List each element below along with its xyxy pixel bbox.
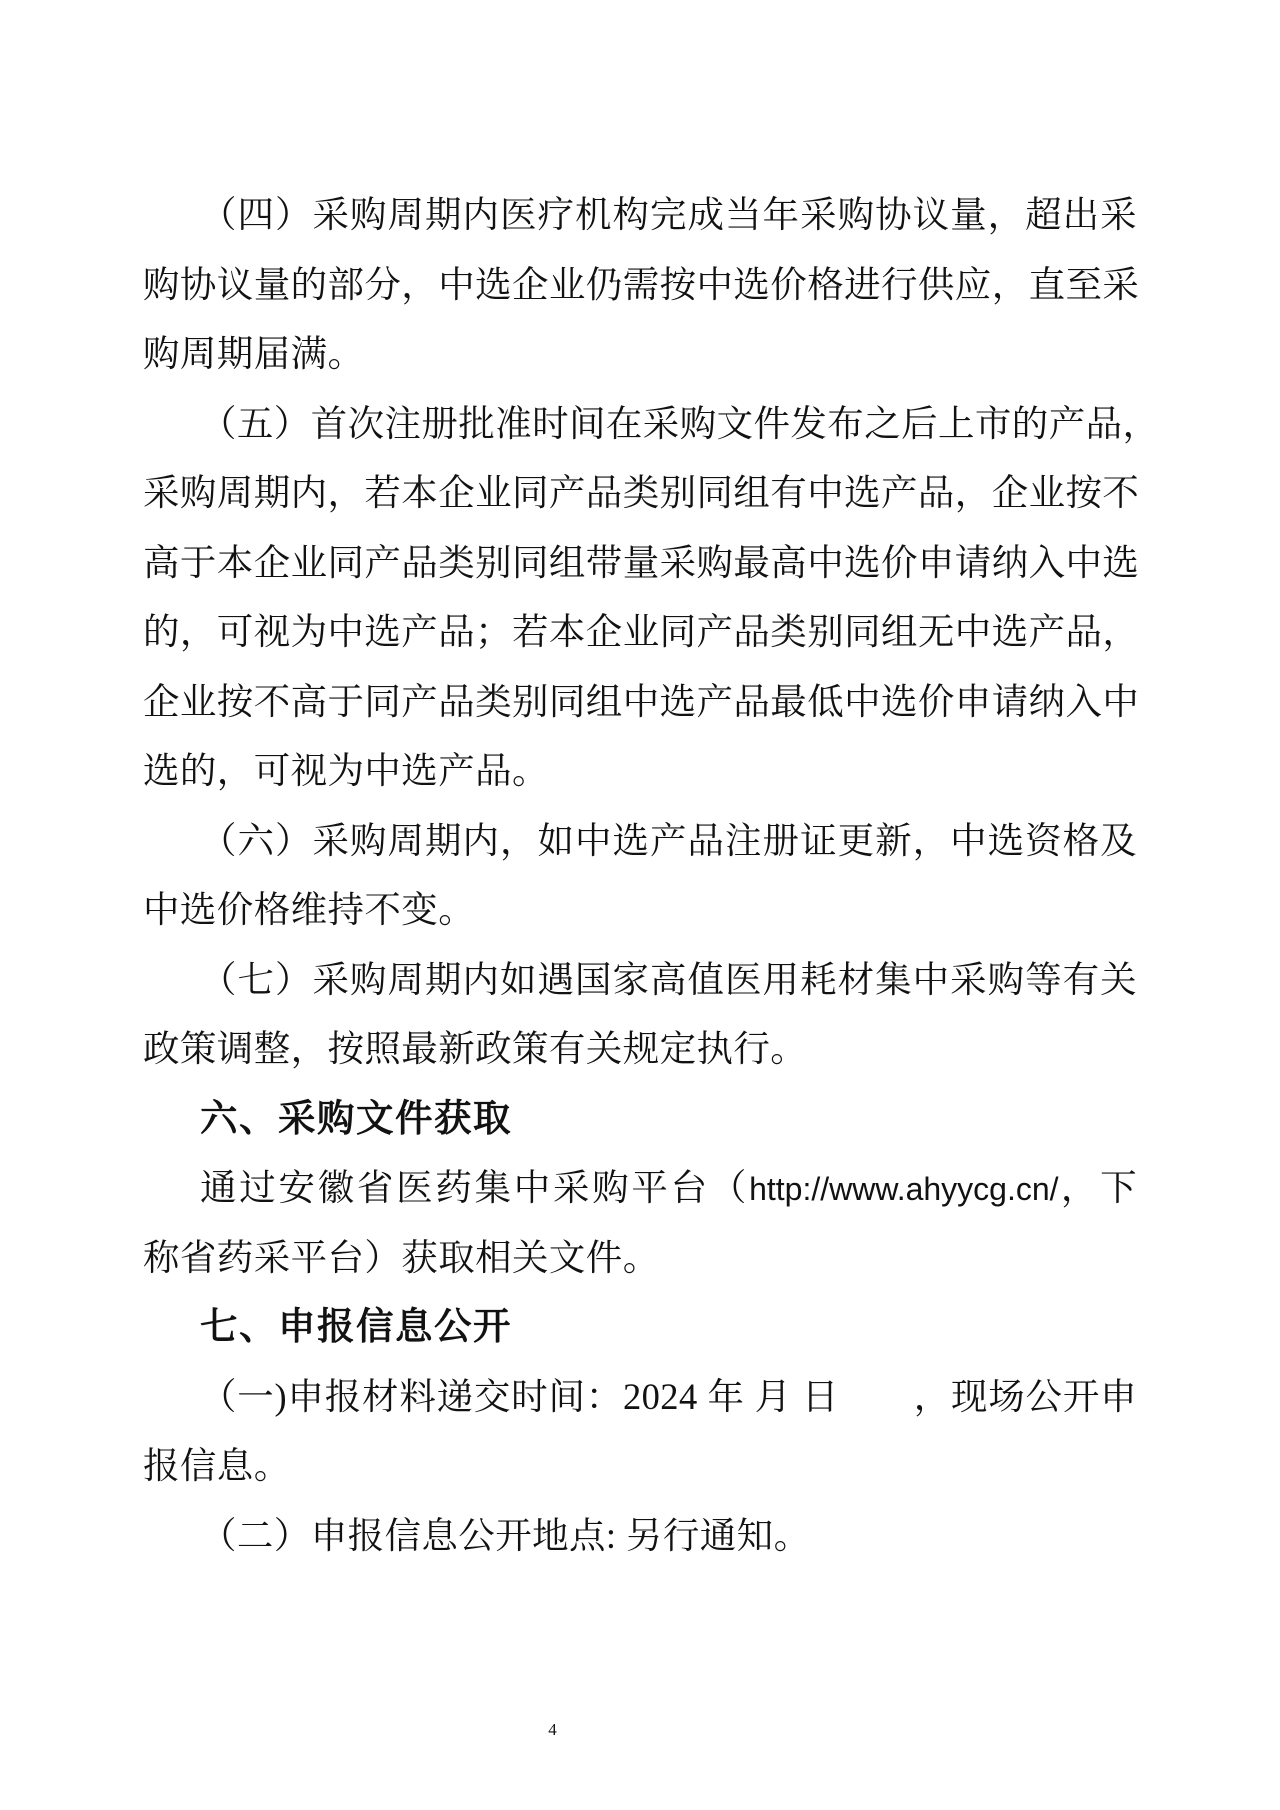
section-heading-7: 七、申报信息公开 [200, 1305, 512, 1347]
doc-line: 选的，可视为中选产品。 [143, 750, 549, 791]
doc-line: 的，可视为中选产品；若本企业同产品类别同组无中选产品， [143, 611, 1140, 652]
platform-url: http://www.ahyycg.cn/ [749, 1171, 1059, 1207]
platform-line-suffix: ，下 [1058, 1167, 1137, 1208]
doc-line: （一)申报材料递交时间：2024 年 月 日 ，现场公开申 [200, 1375, 1137, 1417]
doc-line: 采购周期内，若本企业同产品类别同组有中选产品，企业按不 [143, 472, 1140, 513]
doc-line: （四）采购周期内医疗机构完成当年采购协议量，超出采 [200, 194, 1137, 235]
doc-line: 高于本企业同产品类别同组带量采购最高中选价申请纳入中选 [143, 541, 1140, 583]
doc-line: 中选价格维持不变。 [143, 889, 476, 930]
doc-line: 政策调整，按照最新政策有关规定执行。 [143, 1028, 808, 1069]
doc-line: （六）采购周期内，如中选产品注册证更新，中选资格及 [200, 819, 1137, 861]
doc-line: 购协议量的部分，中选企业仍需按中选价格进行供应，直至采 [143, 263, 1140, 305]
page-number: 4 [548, 1720, 557, 1739]
section-heading-6: 六、采购文件获取 [200, 1096, 512, 1139]
doc-line [143, 1153, 1137, 1223]
doc-line: 企业按不高于同产品类别同组中选产品最低中选价申请纳入中 [143, 680, 1140, 722]
doc-line: （七）采购周期内如遇国家高值医用耗材集中采购等有关 [200, 958, 1137, 1000]
document-body [143, 180, 1160, 1570]
doc-line: （五）首次注册批准时间在采购文件发布之后上市的产品， [200, 402, 1160, 444]
platform-line-prefix: 通过安徽省医药集中采购平台（ [200, 1167, 750, 1208]
doc-line: 购周期届满。 [143, 333, 365, 374]
doc-line: （二）申报信息公开地点: 另行通知。 [200, 1514, 811, 1556]
doc-line: 报信息。 [143, 1445, 291, 1486]
doc-line: 称省药采平台）获取相关文件。 [143, 1236, 660, 1278]
